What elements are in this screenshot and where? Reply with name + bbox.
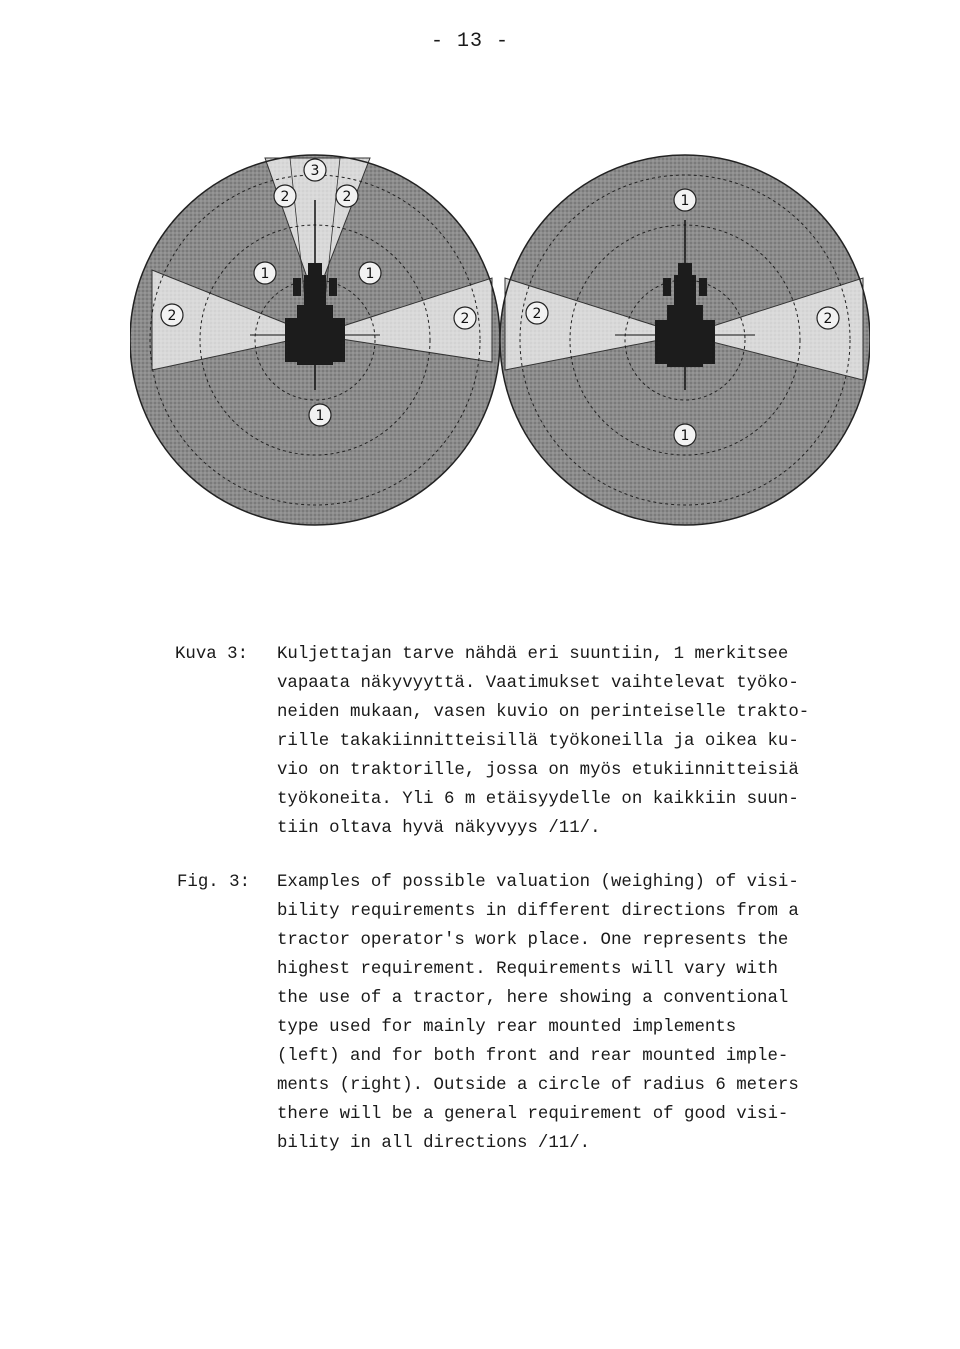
caption-line: vapaata näkyvyyttä. Vaatimukset vaihtelevat työko- [277, 674, 799, 693]
zone-label: 1 [680, 428, 690, 444]
caption-line: bility in all directions /11/. [277, 1134, 591, 1153]
caption-line: Examples of possible valuation (weighing) of visi- [277, 873, 799, 892]
caption-line: Kuljettajan tarve nähdä eri suuntiin, 1 merkitsee [277, 645, 789, 664]
page-number: - 13 - [430, 30, 509, 53]
zone-label: 1 [260, 266, 270, 282]
zone-label: 2 [532, 306, 542, 322]
visibility-requirement-diagrams [130, 130, 870, 550]
caption-line: rille takakiinnitteisillä työkoneilla ja oikea ku- [277, 732, 799, 751]
caption-label: Fig. 3: [177, 873, 251, 892]
zone-label: 2 [167, 308, 177, 324]
zone-label: 2 [823, 311, 833, 327]
zone-label: 2 [460, 311, 470, 327]
caption-line: tiin oltava hyvä näkyvyys /11/. [277, 819, 601, 838]
caption-label: Kuva 3: [175, 645, 249, 664]
zone-label: 1 [315, 408, 325, 424]
zone-label: 1 [365, 266, 375, 282]
zone-label: 1 [680, 193, 690, 209]
caption-body [277, 640, 877, 843]
caption-line: tractor operator's work place. One represents the [277, 931, 789, 950]
zone-label: 3 [310, 163, 320, 179]
zone-label: 2 [280, 189, 290, 205]
left-diagram [130, 155, 500, 525]
caption-line: työkoneita. Yli 6 m etäisyydelle on kaikkiin suun- [277, 790, 799, 809]
zone-label: 2 [342, 189, 352, 205]
caption-line: neiden mukaan, vasen kuvio on perinteiselle trakto- [277, 703, 810, 722]
caption-line: bility requirements in different directions from a [277, 902, 799, 921]
caption-line: the use of a tractor, here showing a conventional [277, 989, 789, 1008]
caption-line: highest requirement. Requirements will vary with [277, 960, 778, 979]
caption-line: vio on traktorille, jossa on myös etukiinnitteisiä [277, 761, 799, 780]
caption-body [277, 868, 877, 1158]
caption-line: type used for mainly rear mounted implements [277, 1018, 737, 1037]
right-diagram [500, 155, 870, 525]
caption-line: ments (right). Outside a circle of radius 6 meters [277, 1076, 799, 1095]
caption-line: there will be a general requirement of good visi- [277, 1105, 789, 1124]
caption-line: (left) and for both front and rear mounted imple- [277, 1047, 789, 1066]
